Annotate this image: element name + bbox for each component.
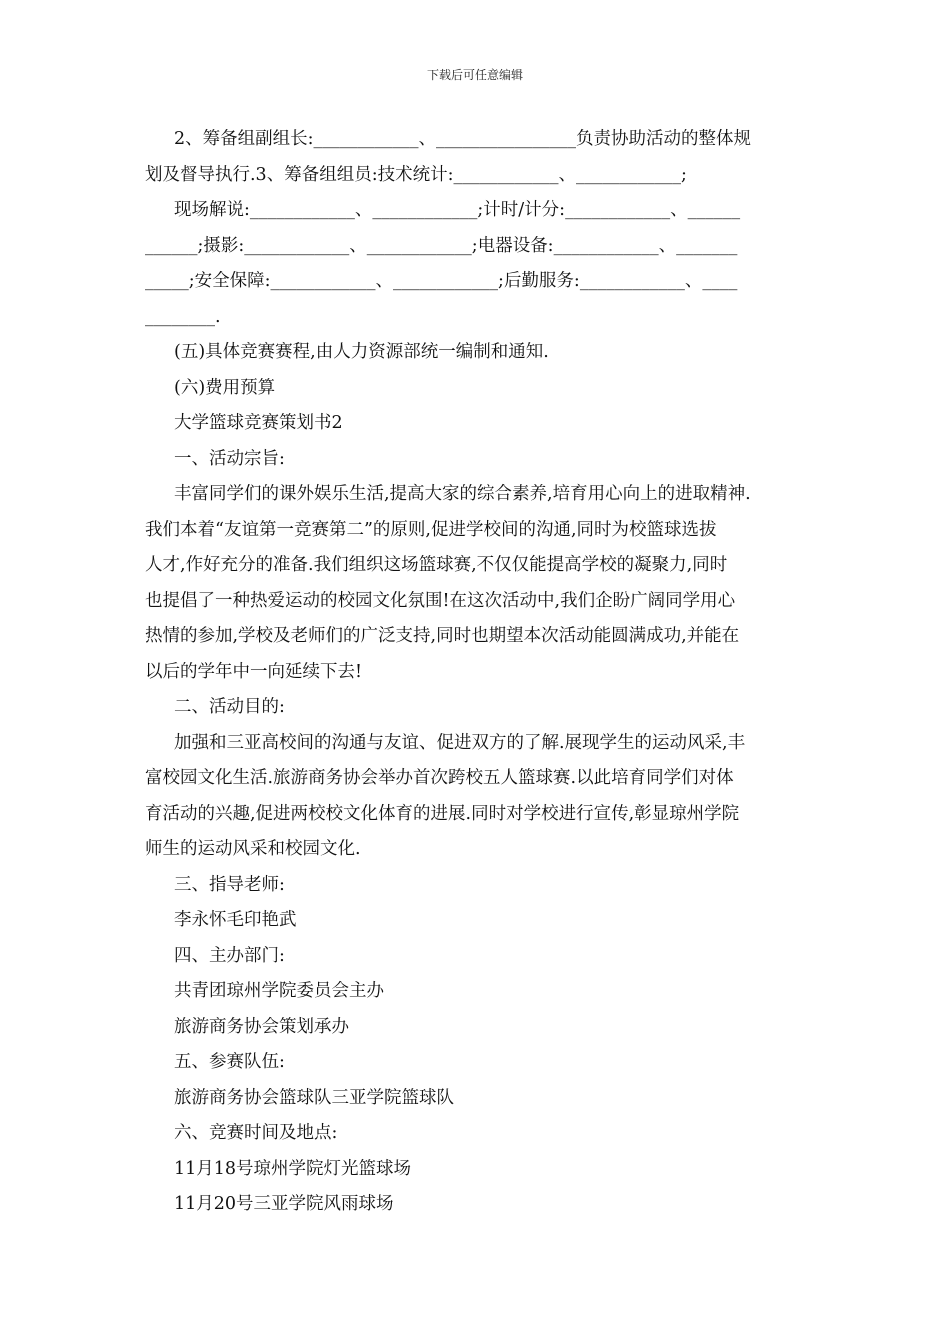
section-heading: 三、指导老师:	[174, 874, 285, 895]
text-line: 旅游商务协会篮球队三亚学院篮球队	[174, 1087, 454, 1108]
section-heading: 六、竞赛时间及地点:	[174, 1123, 338, 1143]
page-header: 下载后可任意编辑	[426, 68, 523, 82]
text-line: 划及督导执行.3、筹备组组员:技术统计:____________、____________;	[145, 164, 687, 185]
section-line: (五)具体竞赛赛程,由人力资源部统一编制和通知.	[174, 342, 549, 362]
section-heading: 二、活动目的:	[174, 697, 285, 717]
section-heading: 五、参赛队伍:	[174, 1052, 285, 1072]
text-line: 师生的运动风采和校园文化.	[145, 839, 361, 859]
text-line: 11月20号三亚学院风雨球场	[174, 1194, 394, 1214]
section-heading: 四、主办部门:	[174, 945, 285, 966]
text-line: 育活动的兴趣,促进两校校文化体育的进展.同时对学校进行宣传,彰显琼州学院	[145, 803, 740, 824]
text-line: _____;安全保障:____________、____________;后勤服务:____________、____	[145, 271, 738, 291]
text-line: 也提倡了一种热爱运动的校园文化氛围!在这次活动中,我们企盼广阔同学用心	[145, 590, 736, 611]
text-line: 热情的参加,学校及老师们的广泛支持,同时也期望本次活动能圆满成功,并能在	[145, 626, 740, 646]
text-line: ______;摄影:____________、____________;电器设备:____________、_______	[145, 235, 738, 256]
text-line: 以后的学年中一向延续下去!	[145, 661, 363, 682]
text-line: 11月18号琼州学院灯光篮球场	[174, 1158, 412, 1179]
section-heading: (六)费用预算	[174, 377, 276, 398]
text-line: 我们本着“友谊第一竞赛第二”的原则,促进学校间的沟通,同时为校篮球选拔	[145, 519, 717, 540]
text-line: 现场解说:____________、____________;计时/计分:____________、______	[174, 200, 741, 220]
text-line: ________.	[145, 306, 221, 327]
text-line: 李永怀毛印艳武	[174, 910, 297, 930]
text-line: 2、筹备组副组长:____________、________________负责协助活动的整体规	[174, 129, 752, 149]
text-line: 富校园文化生活.旅游商务协会举办首次跨校五人篮球赛.以此培育同学们对体	[145, 768, 734, 788]
text-line: 加强和三亚高校间的沟通与友谊、促进双方的了解.展现学生的运动风采,丰	[174, 732, 746, 753]
text-line: 旅游商务协会策划承办	[174, 1016, 349, 1037]
text-line: 丰富同学们的课外娱乐生活,提高大家的综合素养,培育用心向上的进取精神.	[174, 484, 751, 504]
section-heading: 一、活动宗旨:	[174, 448, 285, 469]
text-line: 共青团琼州学院委员会主办	[174, 981, 384, 1001]
document-title: 大学篮球竞赛策划书2	[174, 413, 343, 433]
text-line: 人才,作好充分的准备.我们组织这场篮球赛,不仅仅能提高学校的凝聚力,同时	[145, 555, 728, 575]
document-body	[145, 122, 810, 1223]
